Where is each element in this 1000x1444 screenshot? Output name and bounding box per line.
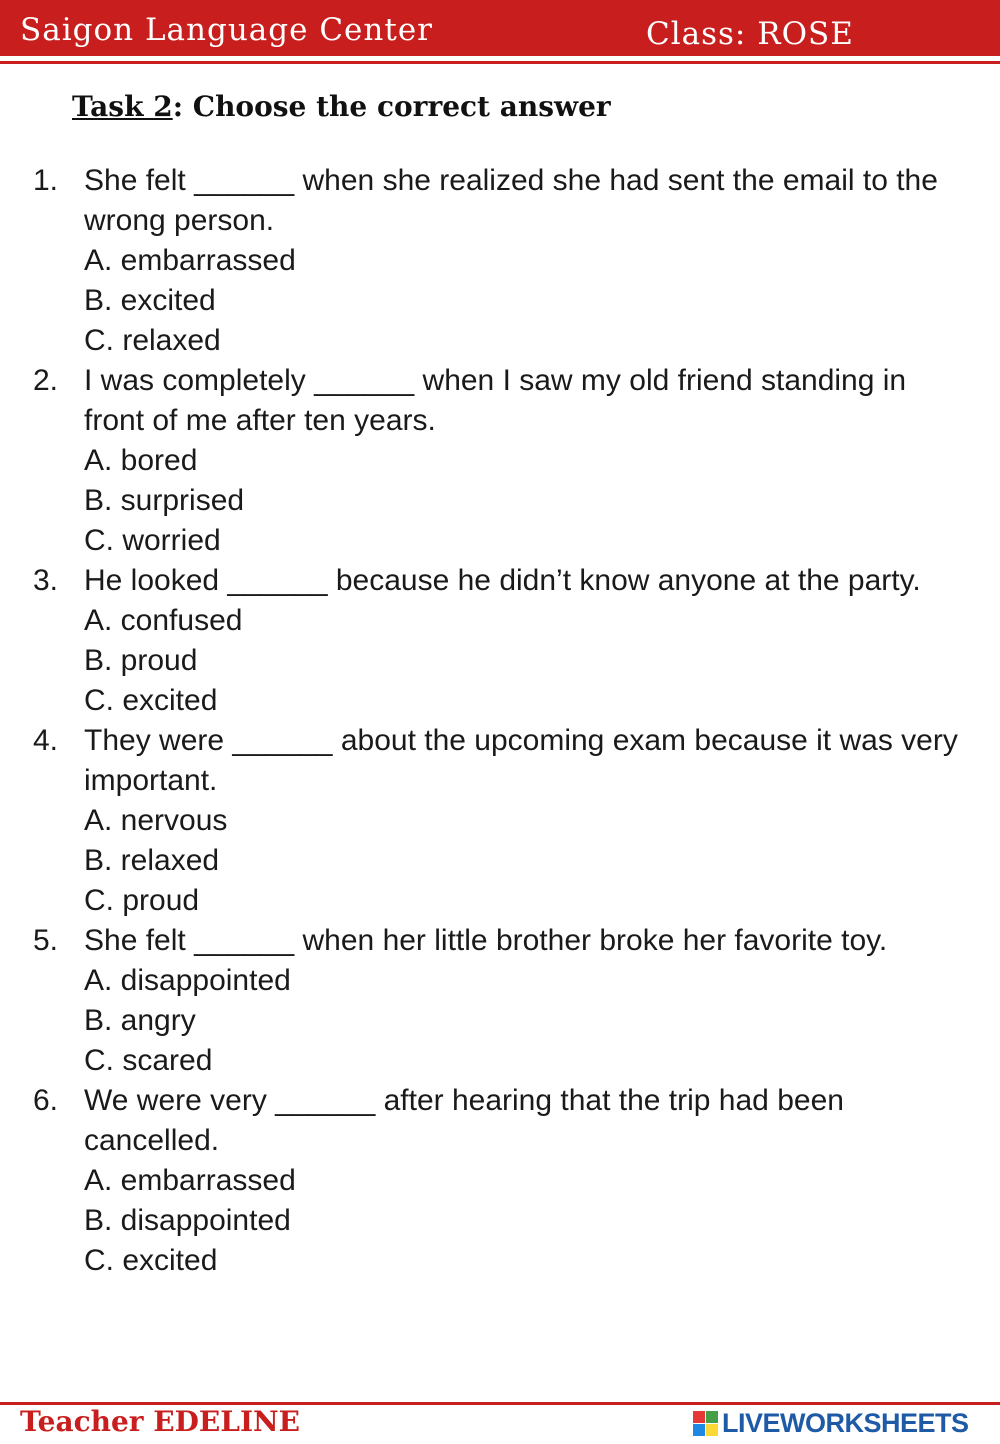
option-c[interactable]: C. proud [84,884,200,917]
question-2 [0,361,1000,561]
option-b[interactable]: B. disappointed [84,1204,291,1237]
option-c[interactable]: C. relaxed [84,324,221,357]
option-b[interactable]: B. proud [84,644,198,677]
question-number: 2. [33,364,59,397]
question-3 [0,561,1000,721]
question-1 [0,161,1000,361]
option-c[interactable]: C. worried [84,524,221,557]
option-a[interactable]: A. nervous [84,804,228,837]
question-text: I was completely ______ when I saw my old friend standing in front of me after ten years. [84,364,907,437]
question-5 [0,921,1000,1081]
question-number: 5. [33,924,59,957]
header-bar [0,0,1000,56]
class-name: Class: ROSE [646,16,854,52]
question-text: He looked ______ because he didn’t know anyone at the party. [84,564,921,597]
option-a[interactable]: A. disappointed [84,964,291,997]
task-label: Task 2 [72,90,173,123]
option-a[interactable]: A. bored [84,444,198,477]
header-divider [0,61,1000,64]
question-number: 3. [33,564,59,597]
task-title [72,90,611,123]
liveworksheets-logo-text: LIVEWORKSHEETS [722,1408,969,1438]
task-instruction: : Choose the correct answer [172,90,611,123]
option-b[interactable]: B. angry [84,1004,196,1037]
option-a[interactable]: A. confused [84,604,243,637]
option-c[interactable]: C. scared [84,1044,213,1077]
option-a[interactable]: A. embarrassed [84,244,296,277]
liveworksheets-logo [693,1408,969,1439]
liveworksheets-logo-icon [693,1411,718,1436]
question-6 [0,1081,1000,1281]
option-c[interactable]: C. excited [84,684,218,717]
option-c[interactable]: C. excited [84,1244,218,1277]
question-number: 1. [33,164,59,197]
option-b[interactable]: B. excited [84,284,216,317]
question-number: 4. [33,724,59,757]
teacher-name: Teacher EDELINE [20,1405,300,1438]
option-b[interactable]: B. surprised [84,484,245,517]
question-text: They were ______ about the upcoming exam because it was very important. [84,724,958,797]
question-text: We were very ______ after hearing that the trip had been cancelled. [84,1084,844,1157]
question-text: She felt ______ when her little brother broke her favorite toy. [84,924,888,957]
question-4 [0,721,1000,921]
question-text: She felt ______ when she realized she had sent the email to the wrong person. [84,164,938,237]
question-list [0,161,1000,1281]
center-name: Saigon Language Center [20,12,433,48]
option-a[interactable]: A. embarrassed [84,1164,296,1197]
question-number: 6. [33,1084,59,1117]
option-b[interactable]: B. relaxed [84,844,220,877]
